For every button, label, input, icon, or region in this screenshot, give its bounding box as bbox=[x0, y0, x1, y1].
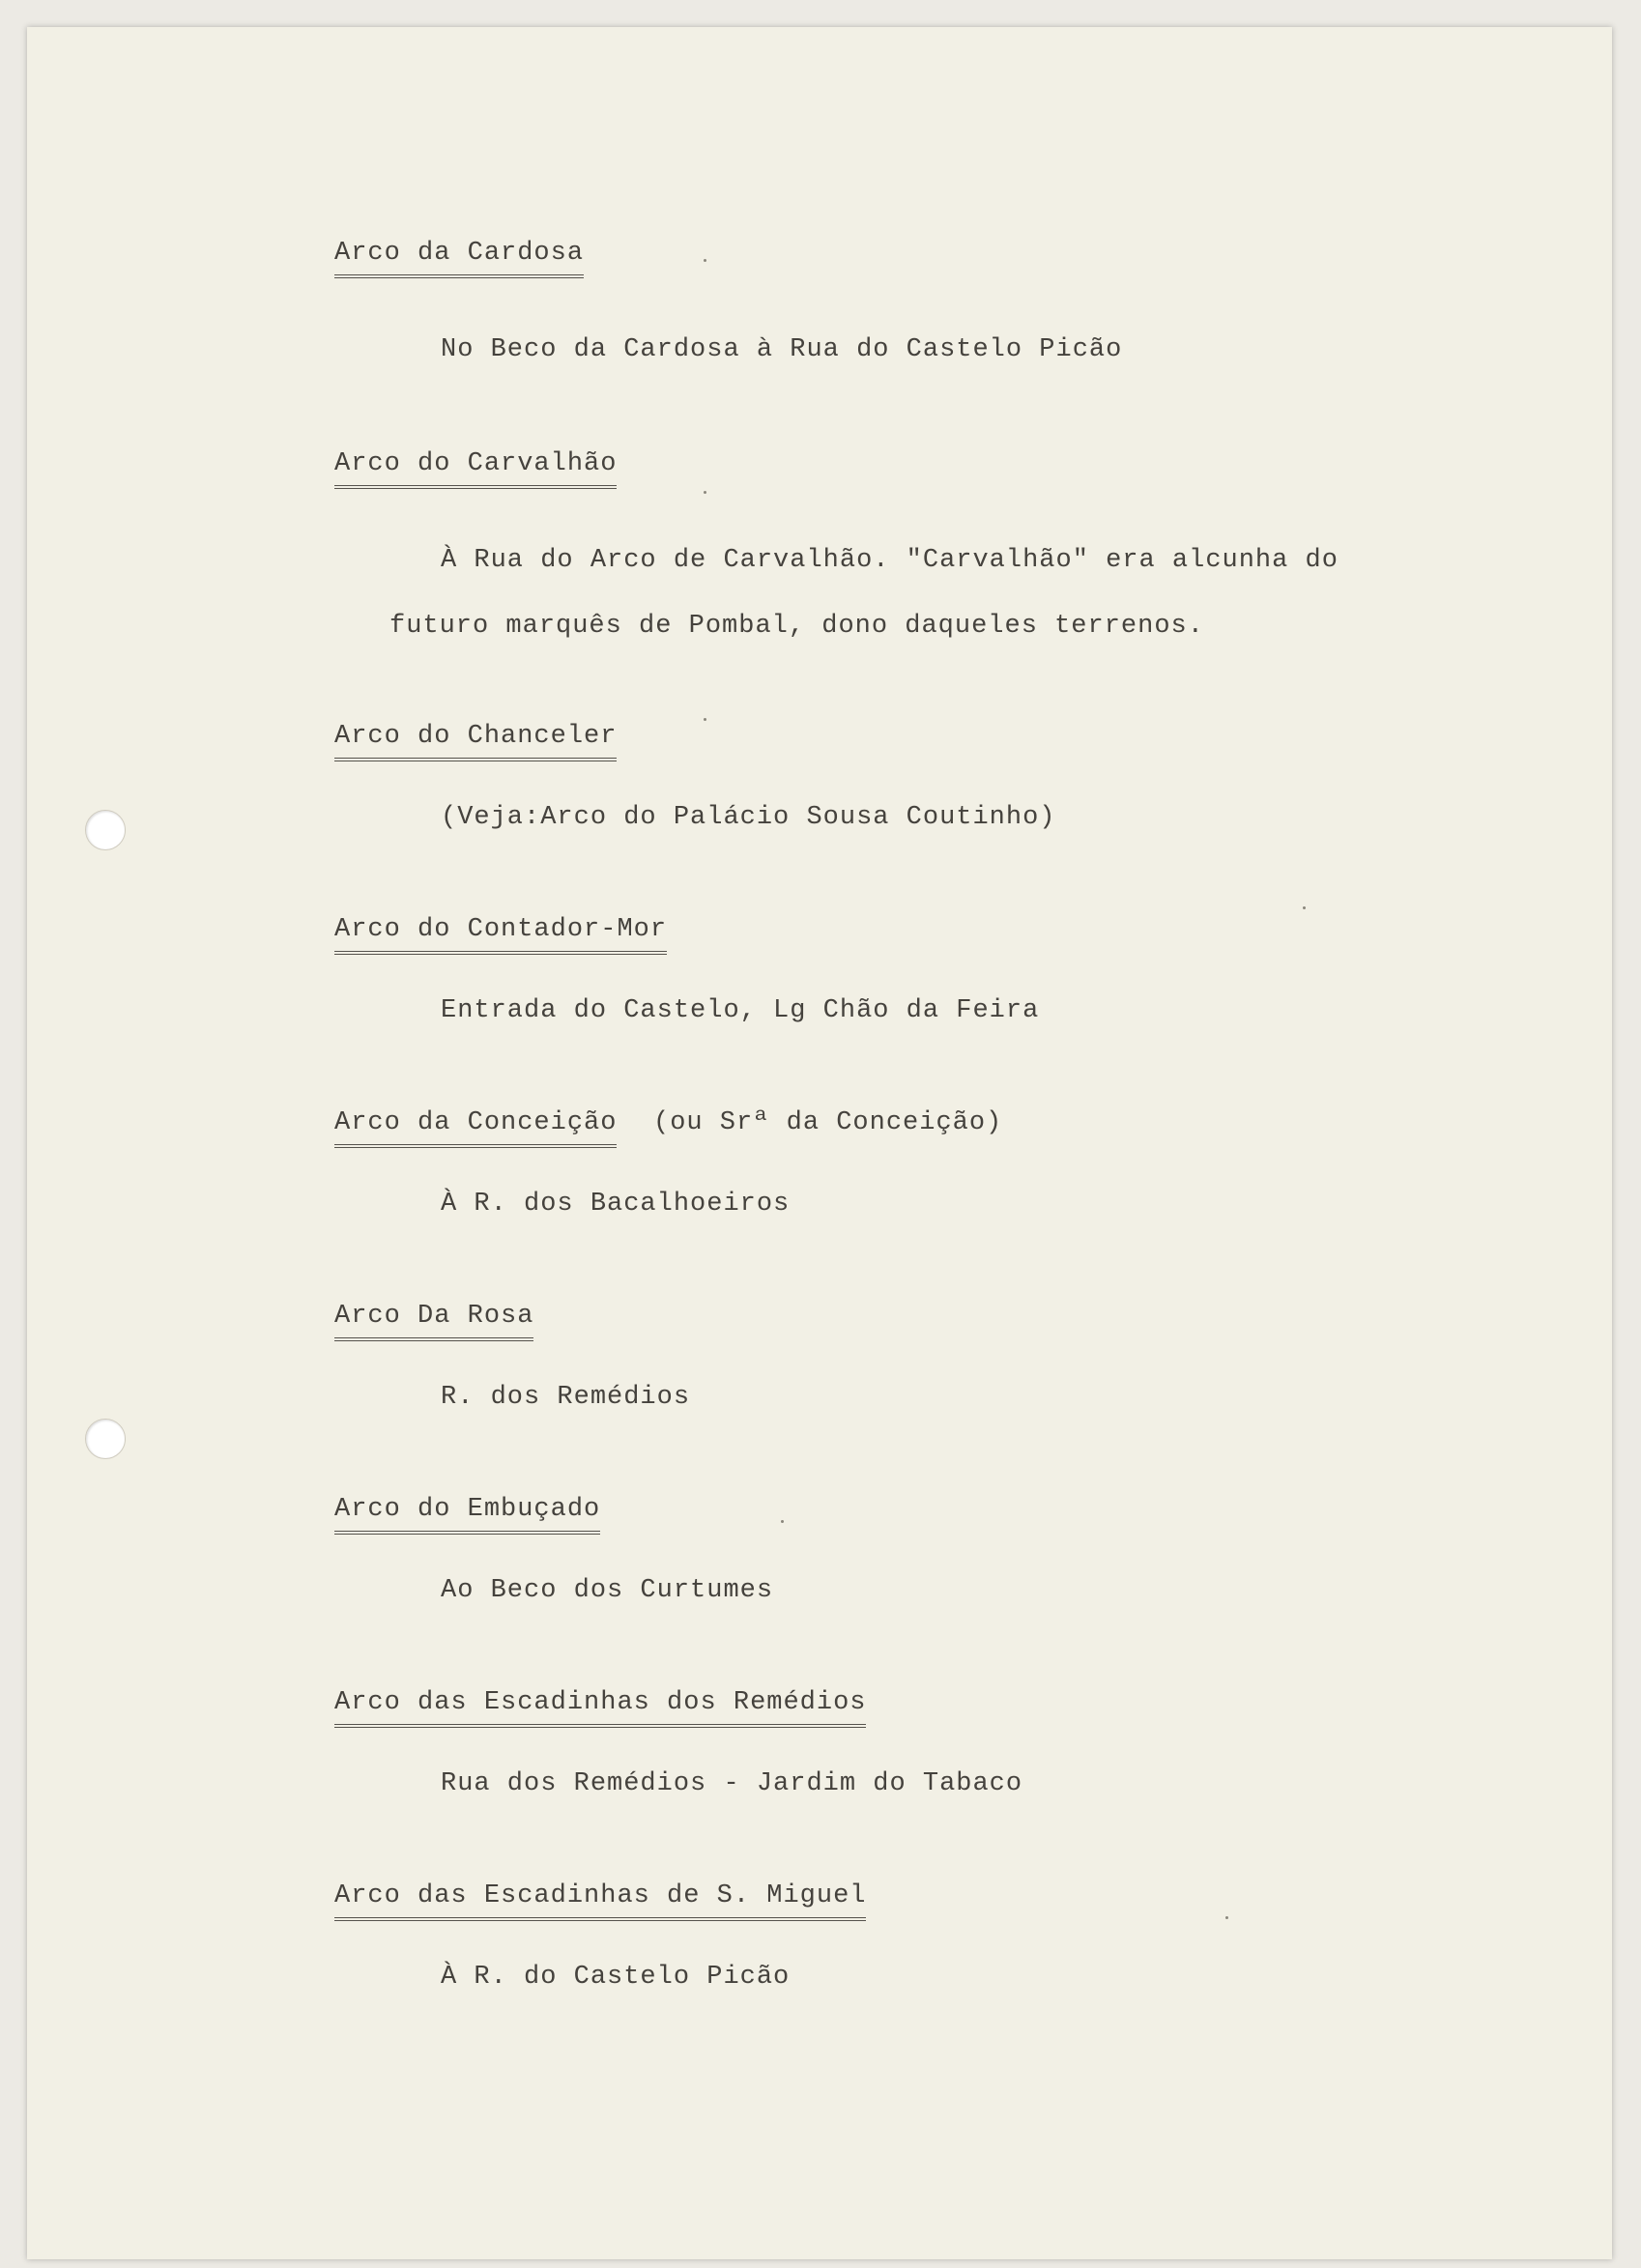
paper-speck bbox=[704, 491, 706, 494]
punch-hole-top bbox=[85, 810, 126, 850]
entry-line: À Rua do Arco de Carvalhão. "Carvalhão" era alcunha do bbox=[441, 546, 1339, 575]
entry-heading: Arco da Cardosa bbox=[334, 238, 584, 278]
paper-speck bbox=[1225, 1916, 1228, 1919]
paper-speck bbox=[704, 718, 706, 721]
entry-line: Ao Beco dos Curtumes bbox=[441, 1576, 774, 1605]
entry-heading: Arco das Escadinhas dos Remédios bbox=[334, 1687, 866, 1728]
entry-heading: Arco do Embuçado bbox=[334, 1494, 600, 1535]
paper-speck bbox=[1303, 906, 1306, 909]
entry-line: futuro marquês de Pombal, dono daqueles terrenos. bbox=[389, 612, 1204, 641]
entry-heading: Arco do Chanceler bbox=[334, 721, 617, 761]
entry-heading-suffix: (ou Srª da Conceição) bbox=[653, 1108, 1003, 1137]
entry-heading: Arco Da Rosa bbox=[334, 1301, 533, 1341]
entry-line: Rua dos Remédios - Jardim do Tabaco bbox=[441, 1769, 1023, 1798]
paper-speck bbox=[781, 1520, 784, 1523]
entry-heading: Arco do Contador-Mor bbox=[334, 914, 667, 955]
entry-line: R. dos Remédios bbox=[441, 1383, 691, 1412]
entry-heading: Arco da Conceição bbox=[334, 1107, 617, 1148]
paper-speck bbox=[704, 259, 706, 262]
typed-page bbox=[27, 27, 1612, 2259]
entry-line: No Beco da Cardosa à Rua do Castelo Picão bbox=[441, 335, 1123, 364]
entry-line: Entrada do Castelo, Lg Chão da Feira bbox=[441, 996, 1040, 1025]
entry-line: (Veja:Arco do Palácio Sousa Coutinho) bbox=[441, 803, 1056, 832]
punch-hole-bottom bbox=[85, 1419, 126, 1459]
entry-line: À R. dos Bacalhoeiros bbox=[441, 1190, 791, 1219]
entry-line: À R. do Castelo Picão bbox=[441, 1963, 791, 1992]
entry-heading: Arco do Carvalhão bbox=[334, 448, 617, 489]
entry-heading: Arco das Escadinhas de S. Miguel bbox=[334, 1880, 866, 1921]
